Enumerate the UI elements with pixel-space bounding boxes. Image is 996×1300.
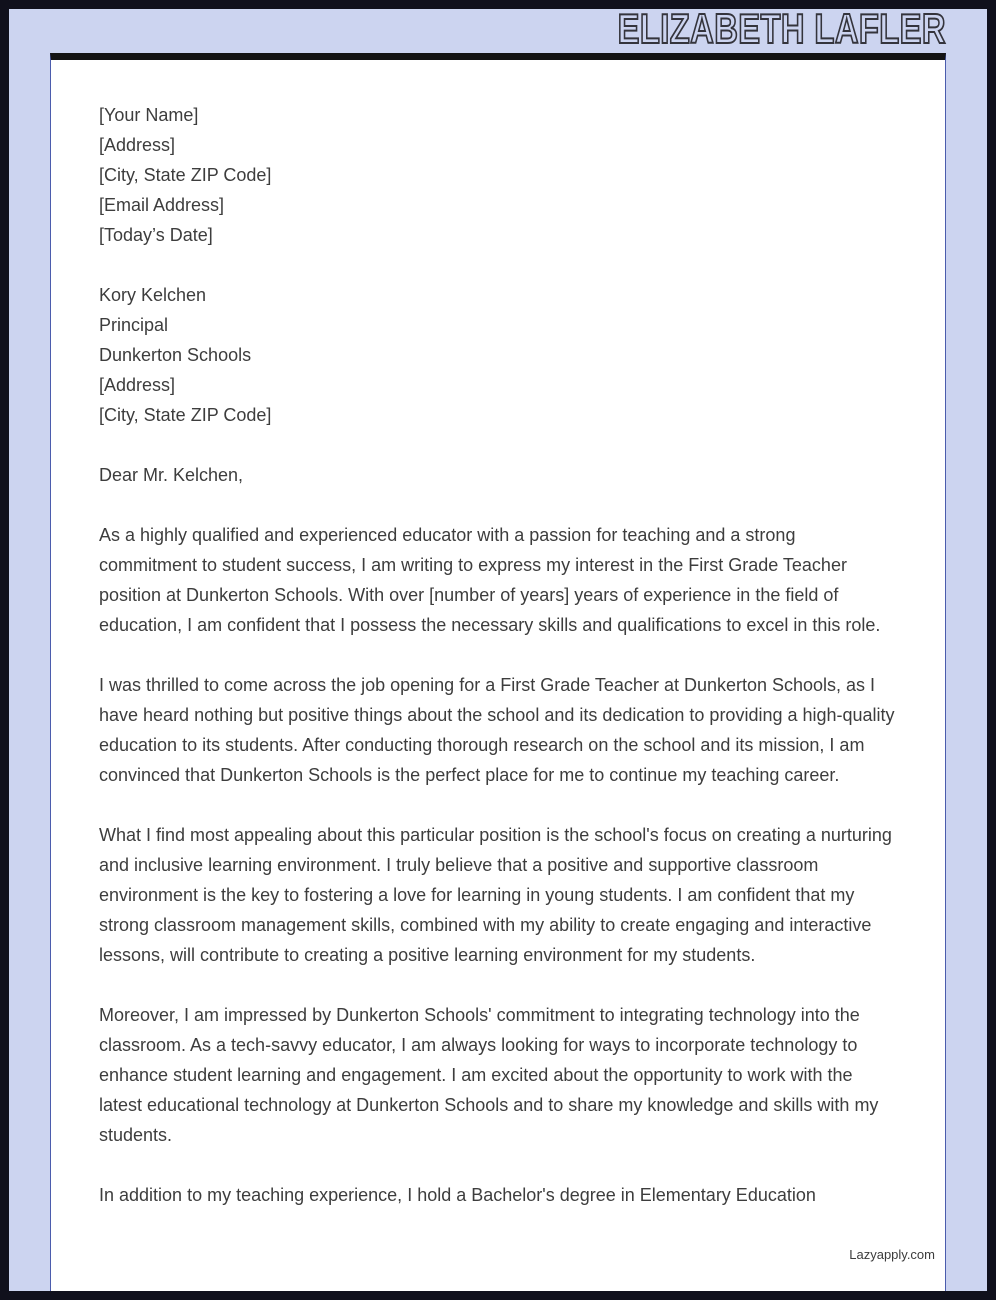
cover-letter-body [99,100,897,1210]
sender-line-date: [Today’s Date] [99,225,213,245]
recipient-line-name: Kory Kelchen [99,285,207,305]
document-page [50,53,946,1300]
sender-line-city: [City, State ZIP Code] [99,165,272,185]
recipient-line-city: [City, State ZIP Code] [99,405,272,425]
watermark-link[interactable]: Lazyapply.com [849,1247,935,1262]
recipient-block [99,280,897,430]
recipient-line-address: [Address] [99,375,176,395]
body-paragraph-4: Moreover, I am impressed by Dunkerton Schools' commitment to integrating technology into the classroom. As a tech-savvy educator, I am always looking for ways to incorporate technology to enhance student learning and engagement. I am excited about the opportunity to work with the latest educational technology at Dunkerton Schools and to share my knowledge and skills with my students. [99,1005,879,1145]
body-paragraph-1: As a highly qualified and experienced educator with a passion for teaching and a strong commitment to student success, I am writing to express my interest in the First Grade Teacher position at Dunkerton Schools. With over [number of years] years of experience in the field of education, I am confident that I possess the necessary skills and qualifications to excel in this role. [99,525,881,635]
header-name: ELIZABETH LAFLER [617,5,946,52]
body-paragraph-2: I was thrilled to come across the job opening for a First Grade Teacher at Dunkerton Schools, as I have heard nothing but positive things about the school and its dedication to providing a high-quality education to its students. After conducting thorough research on the school and its mission, I am convinced that Dunkerton Schools is the perfect place for me to continue my teaching career. [99,675,895,785]
sender-line-name: [Your Name] [99,105,199,125]
body-paragraph-5: In addition to my teaching experience, I hold a Bachelor's degree in Elementary Education [99,1185,816,1205]
sender-line-address: [Address] [99,135,176,155]
sender-block [99,100,897,250]
salutation: Dear Mr. Kelchen, [99,465,244,485]
recipient-line-org: Dunkerton Schools [99,345,252,365]
sender-line-email: [Email Address] [99,195,225,215]
recipient-line-title: Principal [99,315,169,335]
masthead [525,5,946,53]
body-paragraph-3: What I find most appealing about this particular position is the school's focus on creating a nurturing and inclusive learning environment. I truly believe that a positive and supportive classroom environment is the key to fostering a love for learning in young students. I am confident that my strong classroom management skills, combined with my ability to create engaging and interactive lessons, will contribute to creating a positive learning environment for my students. [99,825,892,965]
